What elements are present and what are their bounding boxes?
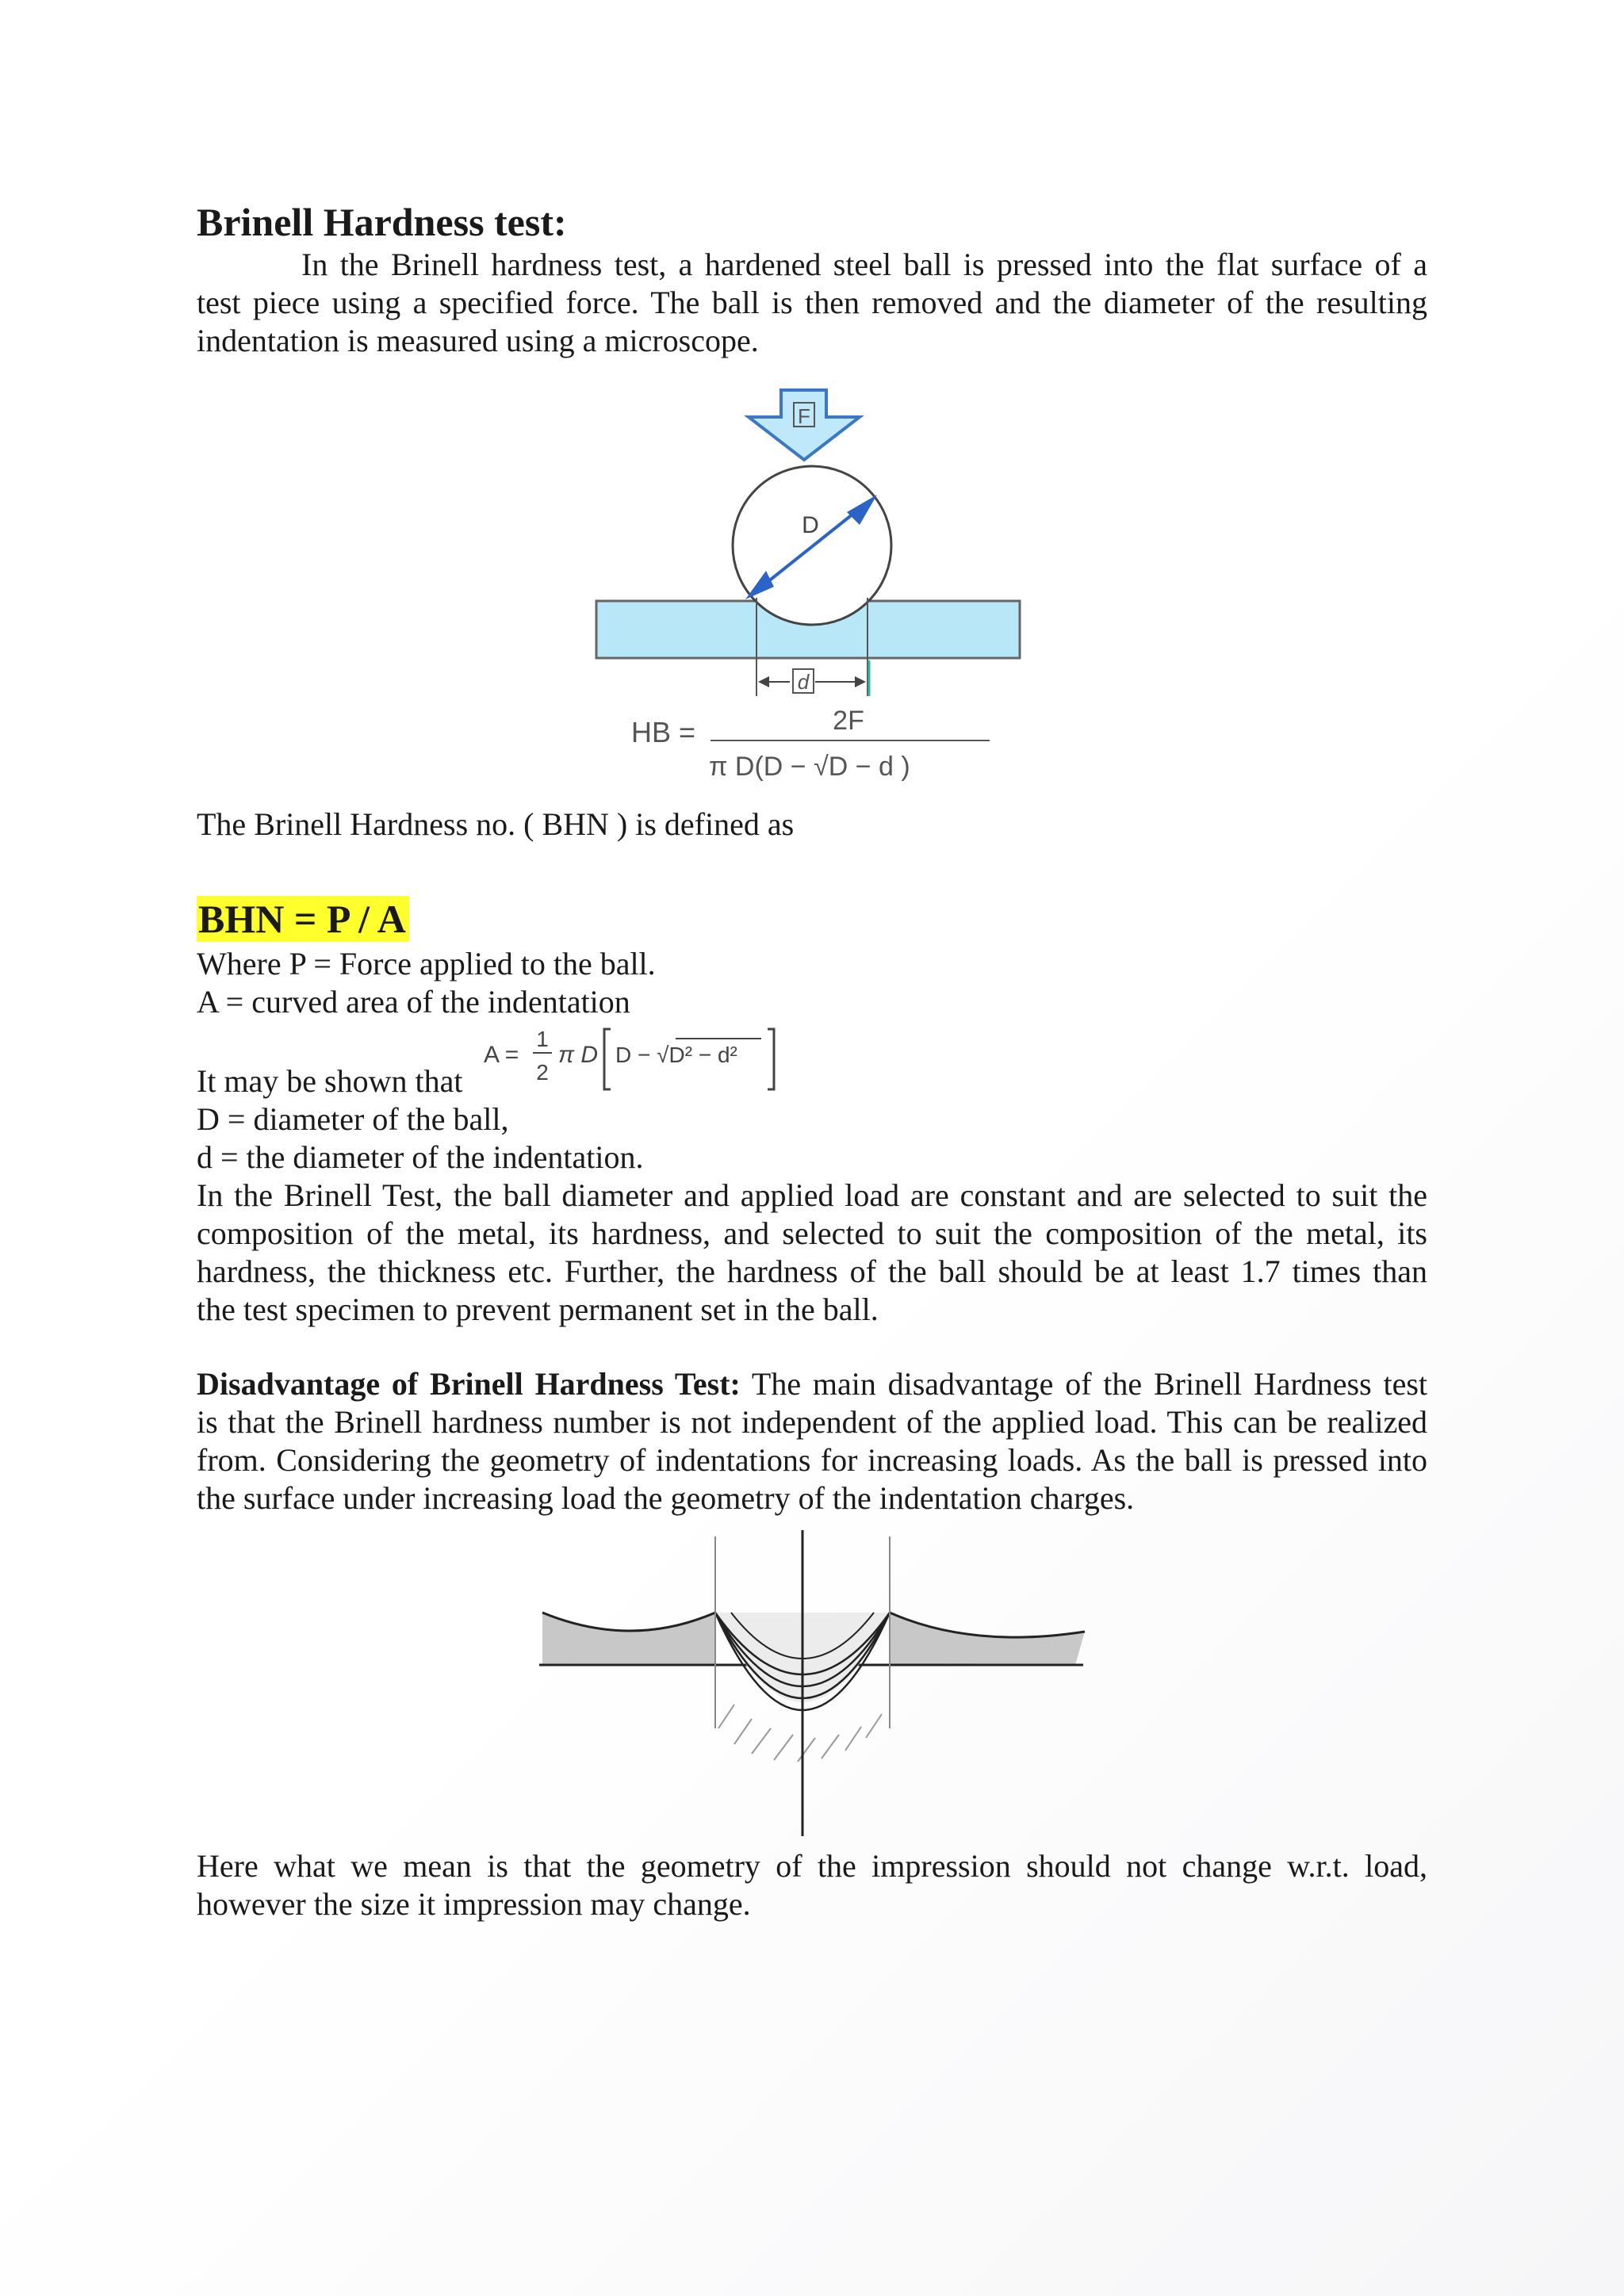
paragraph-line: composition of the metal, its hardness, and selected to suit the composition of the metal, its [197, 1215, 1427, 1251]
paragraph-line: Here what we mean is that the geometry of the impression should not change w.r.t. load, [197, 1848, 1427, 1884]
paragraph-line [197, 1365, 1427, 1403]
indentation-geometry-diagram [536, 1530, 1091, 1836]
conclusion-paragraph [197, 1847, 1427, 1923]
test-paragraph [197, 1177, 1427, 1329]
formula-denominator: π D(D − √D − d ) [709, 752, 910, 782]
area-bracket: D − √D² − d² [615, 1043, 737, 1067]
paragraph-line: the surface under increasing load the geometry of the indentation charges. [197, 1480, 1135, 1516]
area-formula [479, 1023, 780, 1094]
paragraph-line: In the Brinell Test, the ball diameter and applied load are constant and are selected to suit the [197, 1177, 1427, 1213]
brinell-test-diagram [587, 387, 1031, 799]
intro-paragraph [197, 246, 1427, 360]
bhn-formula-box [197, 896, 409, 942]
surface-shade [542, 1613, 715, 1665]
right-bracket-icon [768, 1029, 774, 1089]
indent-label: d [797, 670, 810, 694]
area-fraction-denominator: 2 [536, 1060, 549, 1085]
d-ball-text: D = diameter of the ball, [197, 1101, 509, 1137]
area-fraction-numerator: 1 [536, 1027, 549, 1051]
paragraph-line: is that the Brinell hardness number is not independent of the applied load. This can be realized [197, 1404, 1427, 1440]
disadvantage-label: Disadvantage of Brinell Hardness Test: [197, 1366, 741, 1402]
disadvantage-paragraph [197, 1365, 1427, 1517]
dim-arrowhead-icon [758, 676, 769, 687]
where-p-text: Where P = Force applied to the ball. [197, 946, 656, 982]
bhn-formula: BHN = P / A [197, 896, 409, 942]
area-lhs: A = [484, 1042, 519, 1068]
formula-lhs: HB = [631, 716, 696, 748]
intro-line: In the Brinell hardness test, a hardened steel ball is pressed into the flat surface of a [301, 247, 1427, 282]
intro-line: indentation is measured using a microscope. [197, 323, 759, 358]
defined-as-text: The Brinell Hardness no. ( BHN ) is defined as [197, 806, 795, 842]
paragraph-line: from. Considering the geometry of indentations for increasing loads. As the ball is pressed into [197, 1442, 1427, 1478]
d-indent-text: d = the diameter of the indentation. [197, 1139, 644, 1175]
hatch-lines [718, 1705, 882, 1762]
where-a-text: A = curved area of the indentation [197, 984, 630, 1020]
shown-that-text: It may be shown that [197, 1063, 463, 1099]
disadvantage-text: The main disadvantage of the Brinell Hardness test [740, 1366, 1428, 1402]
paragraph-line: the test specimen to prevent permanent set in the ball. [197, 1292, 879, 1327]
intro-line: test piece using a specified force. The ball is then removed and the diameter of the resulting [197, 285, 1427, 320]
area-rest: π D [558, 1042, 599, 1068]
force-label: F [798, 404, 810, 428]
surface-shade [890, 1613, 1085, 1665]
section-heading: Brinell Hardness test: [197, 200, 567, 244]
left-bracket-icon [604, 1029, 611, 1089]
diameter-label: D [802, 512, 819, 538]
dim-arrowhead-icon [855, 676, 866, 687]
paragraph-line: however the size it impression may change. [197, 1886, 751, 1922]
formula-numerator: 2F [833, 706, 864, 736]
paragraph-line: hardness, the thickness etc. Further, the hardness of the ball should be at least 1.7 times than [197, 1253, 1427, 1289]
